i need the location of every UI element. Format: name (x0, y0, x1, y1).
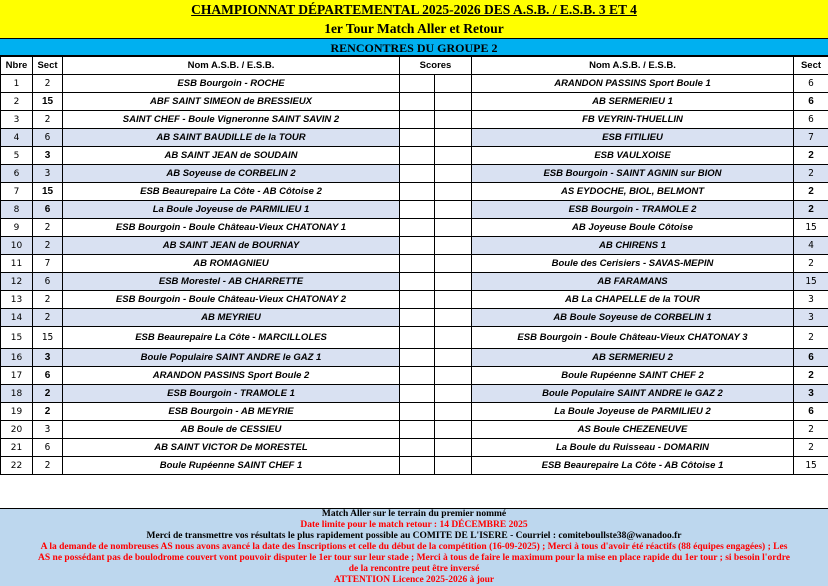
score-home[interactable] (400, 457, 435, 475)
score-away[interactable] (435, 291, 472, 309)
row-number: 9 (1, 219, 33, 237)
footer-line: A la demande de nombreuses AS nous avons avancé la date des Inscriptions et celle du début de la compétition (16-09-2025) ; Merci à tous d'avoir été réactifs (88 équipes engagées) ; Les (40, 542, 788, 552)
sect-home: 15 (33, 183, 63, 201)
footer-line: Merci de transmettre vos résultats le plus rapidement possible au COMITE DE L'ISERE - Courriel : comiteboullste38@wanadoo.fr (146, 531, 682, 541)
away-team: ARANDON PASSINS Sport Boule 1 (472, 75, 794, 93)
score-away[interactable] (435, 75, 472, 93)
sect-away: 2 (794, 183, 828, 201)
away-team: La Boule Joyeuse de PARMILIEU 2 (472, 403, 794, 421)
col-sect-away: Sect (794, 57, 828, 75)
sect-home: 2 (33, 309, 63, 327)
score-away[interactable] (435, 349, 472, 367)
home-team: AB SAINT JEAN de BOURNAY (63, 237, 400, 255)
home-team: AB SAINT VICTOR De MORESTEL (63, 439, 400, 457)
sect-home: 15 (33, 327, 63, 349)
sect-home: 2 (33, 457, 63, 475)
table-row (1, 349, 828, 367)
row-number: 11 (1, 255, 33, 273)
away-team: ESB Beaurepaire La Côte - AB Côtoise 1 (472, 457, 794, 475)
sect-away: 6 (794, 93, 828, 111)
sect-away: 6 (794, 349, 828, 367)
away-team: ESB Bourgoin - TRAMOLE 2 (472, 201, 794, 219)
away-team: AB La CHAPELLE de la TOUR (472, 291, 794, 309)
home-team: AB ROMAGNIEU (63, 255, 400, 273)
away-team: ESB Bourgoin - Boule Château-Vieux CHATONAY 3 (472, 327, 794, 349)
footer-deadline: Date limite pour le match retour : 14 DÉCEMBRE 2025 (300, 520, 528, 530)
page-subtitle: 1er Tour Match Aller et Retour (0, 20, 828, 38)
score-home[interactable] (400, 403, 435, 421)
score-away[interactable] (435, 421, 472, 439)
table-header-row (1, 57, 828, 75)
row-number: 3 (1, 111, 33, 129)
table-row (1, 439, 828, 457)
score-away[interactable] (435, 129, 472, 147)
home-team: AB MEYRIEU (63, 309, 400, 327)
sect-home: 2 (33, 75, 63, 93)
sect-away: 15 (794, 219, 828, 237)
sect-home: 6 (33, 129, 63, 147)
score-away[interactable] (435, 255, 472, 273)
home-team: ESB Bourgoin - TRAMOLE 1 (63, 385, 400, 403)
score-away[interactable] (435, 147, 472, 165)
away-team: AS Boule CHEZENEUVE (472, 421, 794, 439)
sect-away: 3 (794, 291, 828, 309)
sect-away: 6 (794, 111, 828, 129)
sect-home: 3 (33, 165, 63, 183)
score-away[interactable] (435, 385, 472, 403)
table-row (1, 309, 828, 327)
away-team: AB Boule Soyeuse de CORBELIN 1 (472, 309, 794, 327)
footer-notes (0, 508, 828, 586)
score-away[interactable] (435, 457, 472, 475)
home-team: La Boule Joyeuse de PARMILIEU 1 (63, 201, 400, 219)
table-row (1, 165, 828, 183)
table-row (1, 385, 828, 403)
row-number: 13 (1, 291, 33, 309)
away-team: ESB VAULXOISE (472, 147, 794, 165)
score-home[interactable] (400, 385, 435, 403)
home-team: AB SAINT BAUDILLE de la TOUR (63, 129, 400, 147)
score-away[interactable] (435, 93, 472, 111)
away-team: AB CHIRENS 1 (472, 237, 794, 255)
sect-away: 6 (794, 403, 828, 421)
table-row (1, 457, 828, 475)
page-title: CHAMPIONNAT DÉPARTEMENTAL 2025-2026 DES A.S.B. / E.S.B. 3 ET 4 (0, 0, 828, 20)
score-home[interactable] (400, 129, 435, 147)
row-number: 8 (1, 201, 33, 219)
score-home[interactable] (400, 165, 435, 183)
away-team: AS EYDOCHE, BIOL, BELMONT (472, 183, 794, 201)
home-team: Boule Rupéenne SAINT CHEF 1 (63, 457, 400, 475)
sect-home: 6 (33, 201, 63, 219)
score-away[interactable] (435, 111, 472, 129)
row-number: 20 (1, 421, 33, 439)
sect-home: 2 (33, 385, 63, 403)
sect-away: 15 (794, 457, 828, 475)
home-team: AB Soyeuse de CORBELIN 2 (63, 165, 400, 183)
sect-home: 7 (33, 255, 63, 273)
sect-away: 2 (794, 421, 828, 439)
table-row (1, 255, 828, 273)
score-home[interactable] (400, 309, 435, 327)
table-row (1, 273, 828, 291)
home-team: ABF SAINT SIMEON de BRESSIEUX (63, 93, 400, 111)
table-row (1, 183, 828, 201)
row-number: 4 (1, 129, 33, 147)
table-row (1, 237, 828, 255)
score-away[interactable] (435, 219, 472, 237)
sect-home: 3 (33, 421, 63, 439)
away-team: ESB Bourgoin - SAINT AGNIN sur BION (472, 165, 794, 183)
col-nbre: Nbre (1, 57, 33, 75)
score-home[interactable] (400, 219, 435, 237)
sect-home: 2 (33, 403, 63, 421)
row-number: 10 (1, 237, 33, 255)
sect-home: 2 (33, 219, 63, 237)
table-row (1, 75, 828, 93)
away-team: AB SERMERIEU 1 (472, 93, 794, 111)
row-number: 12 (1, 273, 33, 291)
col-scores: Scores (400, 57, 472, 75)
score-away[interactable] (435, 273, 472, 291)
score-home[interactable] (400, 273, 435, 291)
row-number: 18 (1, 385, 33, 403)
table-row (1, 93, 828, 111)
sect-home: 2 (33, 291, 63, 309)
footer-line: Match Aller sur le terrain du premier nommé (321, 509, 507, 519)
home-team: ESB Beaurepaire La Côte - AB Côtoise 2 (63, 183, 400, 201)
sect-away: 2 (794, 327, 828, 349)
score-home[interactable] (400, 201, 435, 219)
table-row (1, 403, 828, 421)
score-home[interactable] (400, 349, 435, 367)
score-home[interactable] (400, 111, 435, 129)
home-team: Boule Populaire SAINT ANDRE le GAZ 1 (63, 349, 400, 367)
group-heading: RENCONTRES DU GROUPE 2 (0, 38, 828, 56)
sect-home: 6 (33, 273, 63, 291)
score-away[interactable] (435, 439, 472, 457)
home-team: AB SAINT JEAN de SOUDAIN (63, 147, 400, 165)
score-away[interactable] (435, 327, 472, 349)
home-team: ESB Bourgoin - AB MEYRIE (63, 403, 400, 421)
away-team: AB FARAMANS (472, 273, 794, 291)
sect-away: 2 (794, 165, 828, 183)
row-number: 1 (1, 75, 33, 93)
score-away[interactable] (435, 237, 472, 255)
sect-away: 2 (794, 147, 828, 165)
score-home[interactable] (400, 93, 435, 111)
score-home[interactable] (400, 255, 435, 273)
sect-away: 2 (794, 201, 828, 219)
row-number: 2 (1, 93, 33, 111)
table-row (1, 219, 828, 237)
table-row (1, 367, 828, 385)
away-team: La Boule du Ruisseau - DOMARIN (472, 439, 794, 457)
sect-home: 3 (33, 349, 63, 367)
sect-home: 15 (33, 93, 63, 111)
col-away-team: Nom A.S.B. / E.S.B. (472, 57, 794, 75)
table-row (1, 147, 828, 165)
table-row (1, 421, 828, 439)
score-home[interactable] (400, 327, 435, 349)
row-number: 22 (1, 457, 33, 475)
away-team: FB VEYRIN-THUELLIN (472, 111, 794, 129)
row-number: 17 (1, 367, 33, 385)
score-home[interactable] (400, 421, 435, 439)
score-home[interactable] (400, 147, 435, 165)
table-row (1, 129, 828, 147)
home-team: ESB Bourgoin - Boule Château-Vieux CHATONAY 1 (63, 219, 400, 237)
score-home[interactable] (400, 237, 435, 255)
home-team: AB Boule de CESSIEU (63, 421, 400, 439)
row-number: 16 (1, 349, 33, 367)
sect-away: 2 (794, 255, 828, 273)
row-number: 7 (1, 183, 33, 201)
sect-away: 6 (794, 75, 828, 93)
footer-line: AS ne possédant pas de boulodrome couvert vont pouvoir disputer le 1er tour sur leur stade ; Merci à tous de faire le maximum pour la mise en place rapide du 1er tour ; si besoin l'ordre (38, 553, 790, 563)
sect-away: 3 (794, 385, 828, 403)
footer-line: de la rencontre peut être inversé (348, 564, 480, 574)
away-team: Boule Populaire SAINT ANDRE le GAZ 2 (472, 385, 794, 403)
sect-away: 7 (794, 129, 828, 147)
row-number: 19 (1, 403, 33, 421)
sect-away: 3 (794, 309, 828, 327)
row-number: 21 (1, 439, 33, 457)
home-team: SAINT CHEF - Boule Vigneronne SAINT SAVIN 2 (63, 111, 400, 129)
row-number: 15 (1, 327, 33, 349)
score-home[interactable] (400, 183, 435, 201)
score-home[interactable] (400, 439, 435, 457)
home-team: ESB Bourgoin - Boule Château-Vieux CHATONAY 2 (63, 291, 400, 309)
score-home[interactable] (400, 367, 435, 385)
col-home-team: Nom A.S.B. / E.S.B. (63, 57, 400, 75)
sect-away: 2 (794, 439, 828, 457)
away-team: Boule des Cerisiers - SAVAS-MEPIN (472, 255, 794, 273)
score-away[interactable] (435, 309, 472, 327)
sect-home: 6 (33, 439, 63, 457)
away-team: Boule Rupéenne SAINT CHEF 2 (472, 367, 794, 385)
away-team: AB Joyeuse Boule Côtoise (472, 219, 794, 237)
sect-home: 2 (33, 111, 63, 129)
score-home[interactable] (400, 291, 435, 309)
table-row (1, 327, 828, 349)
row-number: 14 (1, 309, 33, 327)
table-row (1, 291, 828, 309)
col-sect-home: Sect (33, 57, 63, 75)
score-away[interactable] (435, 403, 472, 421)
matches-table (0, 56, 828, 475)
sect-home: 3 (33, 147, 63, 165)
home-team: ESB Beaurepaire La Côte - MARCILLOLES (63, 327, 400, 349)
score-away[interactable] (435, 165, 472, 183)
home-team: ARANDON PASSINS Sport Boule 2 (63, 367, 400, 385)
footer-line: ATTENTION Licence 2025-2026 à jour (333, 575, 495, 585)
score-away[interactable] (435, 367, 472, 385)
sect-away: 2 (794, 367, 828, 385)
sect-away: 15 (794, 273, 828, 291)
row-number: 6 (1, 165, 33, 183)
row-number: 5 (1, 147, 33, 165)
away-team: AB SERMERIEU 2 (472, 349, 794, 367)
away-team: ESB FITILIEU (472, 129, 794, 147)
home-team: ESB Bourgoin - ROCHE (63, 75, 400, 93)
sect-home: 2 (33, 237, 63, 255)
score-away[interactable] (435, 201, 472, 219)
table-row (1, 111, 828, 129)
score-away[interactable] (435, 183, 472, 201)
table-row (1, 201, 828, 219)
score-home[interactable] (400, 75, 435, 93)
sect-away: 4 (794, 237, 828, 255)
home-team: ESB Morestel - AB CHARRETTE (63, 273, 400, 291)
sect-home: 6 (33, 367, 63, 385)
